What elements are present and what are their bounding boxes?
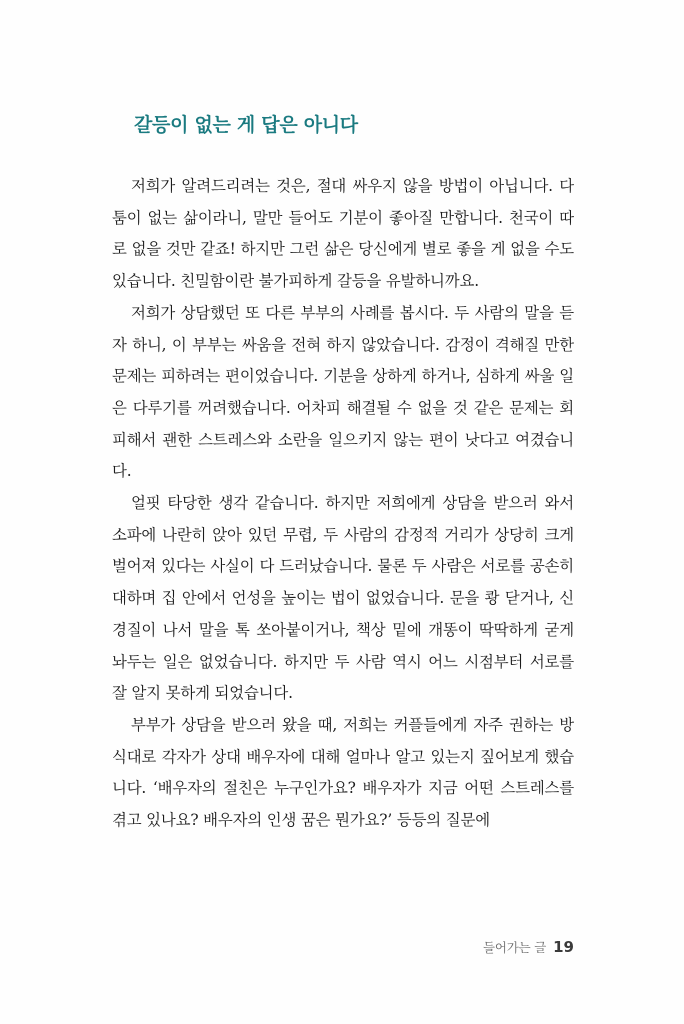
footer-section-label: 들어가는 글 bbox=[482, 940, 547, 955]
page-footer bbox=[483, 938, 574, 956]
paragraph: 저희가 상담했던 또 다른 부부의 사례를 봅시다. 두 사람의 말을 듣자 하니, 이 부부는 싸움을 전혀 하지 않았습니다. 감정이 격해질 만한 문제는 피하려는 편이었습니다. 기분을 상하게 하거나, 심하게 싸울 일은 다루기를 꺼려했습니다. 어차피 해결될 수 없을 것 같은 문제는 회피해서 괜한 스트레스와 소란을 일으키지 않는 편이 낫다고 여겼습니다. bbox=[112, 303, 574, 481]
paragraph: 저희가 알려드리려는 것은, 절대 싸우지 않을 방법이 아닙니다. 다툼이 없는 삶이라니, 말만 들어도 기분이 좋아질 만합니다. 천국이 따로 없을 것만 같죠! 하지만 그런 삶은 당신에게 별로 좋을 게 없을 수도 있습니다. 친밀함이란 불가피하게 갈등을 유발하니까요. bbox=[112, 177, 574, 291]
page-title: 갈등이 없는 게 답은 아니다 bbox=[134, 113, 358, 136]
paragraph: 얼핏 타당한 생각 같습니다. 하지만 저희에게 상담을 받으러 와서 소파에 나란히 앉아 있던 무렵, 두 사람의 감정적 거리가 상당히 크게 벌어져 있다는 사실이 다 드러났습니다. 물론 두 사람은 서로를 공손히 대하며 집 안에서 언성을 높이는 법이 없었습니다. 문을 쾅 닫거나, 신경질이 나서 말을 톡 쏘아붙이거나, 책상 밑에 개똥이 딱딱하게 굳게 놔두는 일은 없었습니다. 하지만 두 사람 역시 어느 시점부터 서로를 잘 알지 못하게 되었습니다. bbox=[112, 494, 574, 703]
paragraph: 부부가 상담을 받으러 왔을 때, 저희는 커플들에게 자주 권하는 방식대로 각자가 상대 배우자에 대해 얼마나 알고 있는지 짚어보게 했습니다. ‘배우자의 절친은 누구인가요? 배우자가 지금 어떤 스트레스를 겪고 있나요? 배우자의 인생 꿈은 뭔가요?’ 등등의 질문에 bbox=[112, 715, 574, 830]
body-text-block bbox=[112, 171, 574, 837]
page-number: 19 bbox=[553, 938, 574, 956]
